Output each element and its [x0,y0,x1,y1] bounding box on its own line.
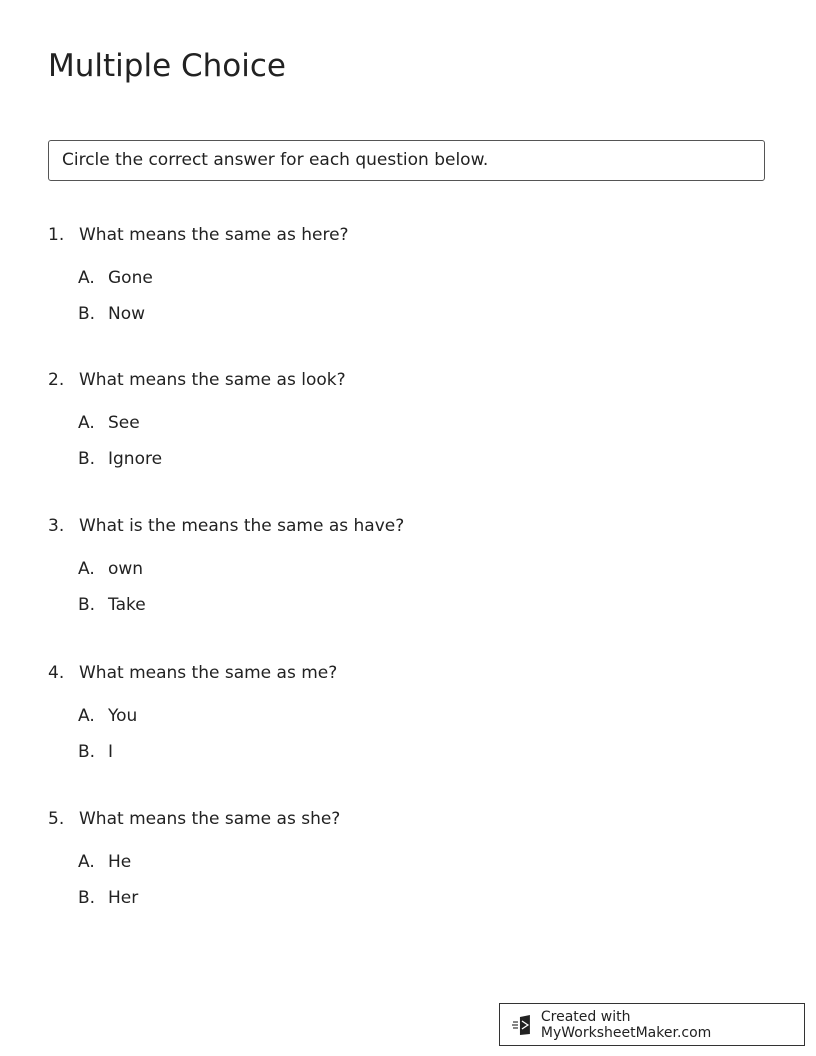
question-3 [48,516,404,615]
option-letter: A. [78,706,95,726]
option-text: You [108,706,138,726]
option-text: He [108,852,132,872]
option-text: I [108,742,114,762]
question-5 [48,809,340,908]
question-number: 3. [48,516,65,536]
question-number: 1. [48,225,65,245]
option-letter: A. [78,413,95,433]
option-text: Gone [108,268,153,288]
option-letter: A. [78,268,95,288]
option-letter: A. [78,852,95,872]
answer-option[interactable] [78,304,349,324]
option-letter: B. [78,304,96,324]
answer-option[interactable] [78,595,404,615]
answer-option[interactable] [78,888,340,908]
question-1 [48,225,349,324]
answer-option[interactable] [78,559,404,579]
question-text: What is the means the same as have? [79,516,405,536]
answer-option[interactable] [78,449,346,469]
question-text: What means the same as here? [79,225,349,245]
option-text: Now [108,304,146,324]
question-number: 4. [48,663,65,683]
question-2 [48,370,346,469]
answer-option[interactable] [78,852,340,872]
option-text: own [108,559,144,579]
answer-option[interactable] [78,268,349,288]
option-letter: A. [78,559,95,579]
question-number: 5. [48,809,65,829]
worksheet-maker-logo-icon [512,1014,534,1036]
instructions-box: Circle the correct answer for each question below. [48,140,765,181]
answer-option[interactable] [78,706,337,726]
option-text: Ignore [108,449,163,469]
question-text: What means the same as me? [79,663,338,683]
option-letter: B. [78,888,96,908]
question-4 [48,663,337,762]
answer-option[interactable] [78,413,346,433]
question-number: 2. [48,370,65,390]
option-letter: B. [78,595,96,615]
option-text: Take [108,595,146,615]
footer-badge [499,1003,805,1046]
option-text: See [108,413,140,433]
question-text: What means the same as she? [79,809,341,829]
answer-option[interactable] [78,742,337,762]
page-title: Multiple Choice [48,48,286,84]
option-letter: B. [78,449,96,469]
option-text: Her [108,888,139,908]
footer-text: Created with MyWorksheetMaker.com [540,1008,712,1041]
option-letter: B. [78,742,96,762]
question-text: What means the same as look? [79,370,346,390]
